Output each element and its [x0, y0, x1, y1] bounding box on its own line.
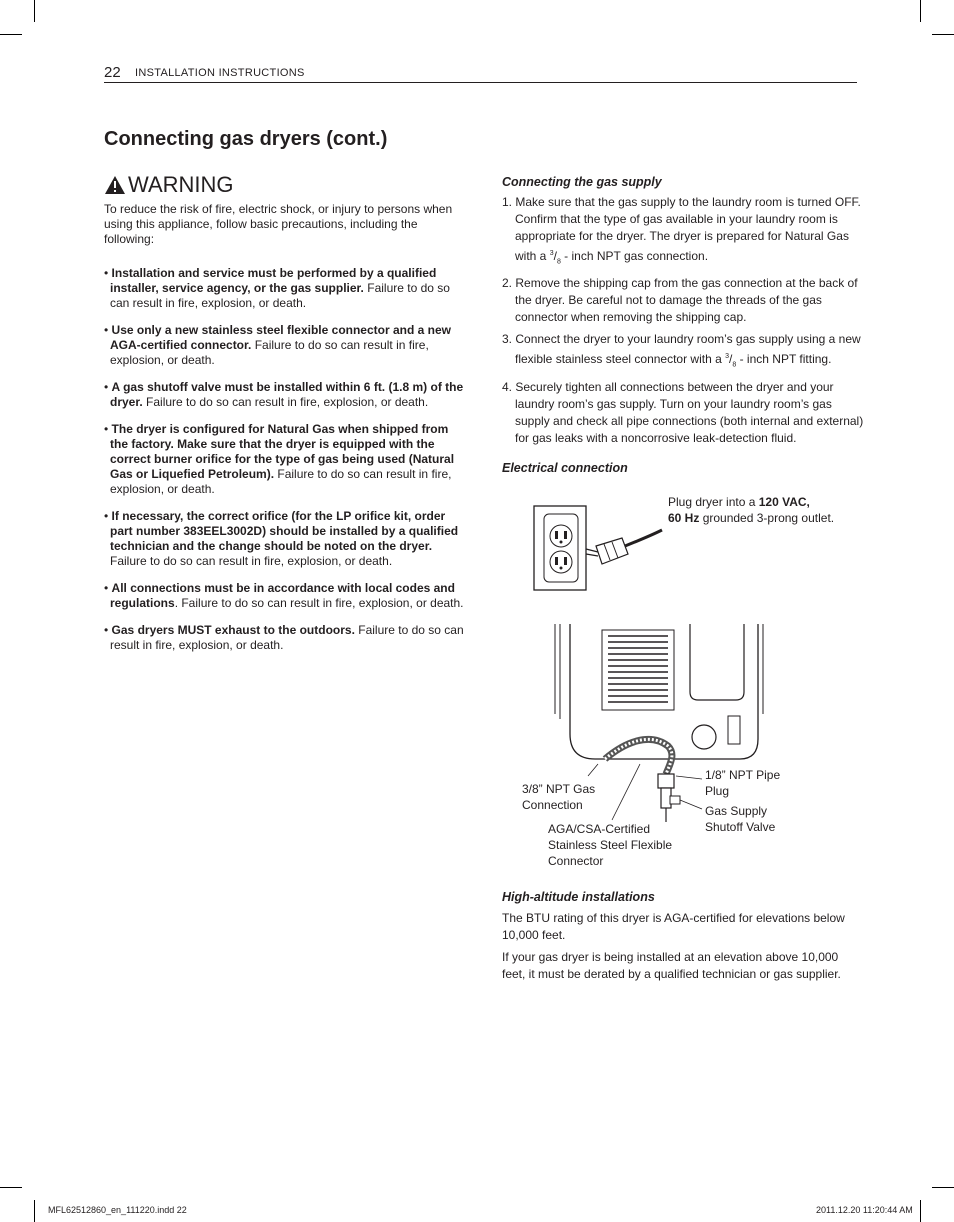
- crop-mark: [0, 1187, 22, 1188]
- crop-mark: [932, 1187, 954, 1188]
- high-altitude-p2: If your gas dryer is being installed at an elevation above 10,000 feet, it must be derated by a qualified technician or gas supplier.: [502, 950, 841, 981]
- warning-bullet: • The dryer is configured for Natural Gas when shipped from the factory. Make sure that the dryer is equipped with the correct burner orifice for the type of gas being used (Natural Gas or Liquefied Petroleum). Failure to do so can result in fire, explosion, or death.: [104, 422, 455, 496]
- label-flexible-connector: AGA/CSA-Certified Stainless Steel Flexible Connector: [548, 822, 673, 868]
- gas-supply-heading: Connecting the gas supply: [502, 175, 662, 189]
- outlet-plug-illustration: [530, 502, 665, 594]
- label-npt-gas-connection: 3/8” NPT Gas Connection: [522, 782, 596, 812]
- warning-bullet: • Installation and service must be performed by a qualified installer, service agency, or the gas supplier. Failure to do so can result in fire, explosion, or death.: [104, 266, 450, 310]
- warning-bullet: • Gas dryers MUST exhaust to the outdoors. Failure to do so can result in fire, explosion, or death.: [104, 623, 464, 652]
- warning-intro: To reduce the risk of fire, electric shock, or injury to persons when using this appliance, follow basic precautions, including the following:: [104, 202, 453, 246]
- gas-supply-section: [502, 175, 867, 452]
- step-item: 4. Securely tighten all connections between the dryer and your laundry room’s gas supply. Turn on your laundry room’s gas supply and check all pipe connections (both internal and external) for gas leaks with a noncorrosive leak-detection fluid.: [502, 379, 864, 445]
- warning-bullet: • Use only a new stainless steel flexible connector and a new AGA-certified connector. Failure to do so can result in fire, explosion, or death.: [104, 323, 451, 367]
- warning-label: WARNING: [128, 172, 234, 197]
- electrical-caption: Plug dryer into a 120 VAC, 60 Hz grounded 3-prong outlet.: [668, 495, 835, 525]
- gas-supply-steps: [502, 194, 867, 447]
- crop-mark: [34, 1200, 35, 1222]
- warning-bullet: • A gas shutoff valve must be installed within 6 ft. (1.8 m) of the dryer. Failure to do so can result in fire, explosion, or death.: [104, 380, 464, 409]
- footer-timestamp: 2011.12.20 11:20:44 AM: [816, 1205, 913, 1215]
- crop-mark: [920, 1200, 921, 1222]
- crop-mark: [0, 34, 22, 35]
- step-item: 3. Connect the dryer to your laundry room’s gas supply using a new flexible stainless steel connector with a $^3/_8$ - inch NPT fitting.: [502, 332, 861, 369]
- page-number: 22: [104, 64, 121, 81]
- label-gas-shutoff-valve: Gas Supply Shutoff Valve: [705, 804, 776, 834]
- crop-mark: [34, 0, 35, 22]
- header-rule: [104, 82, 857, 83]
- label-npt-pipe-plug: 1/8” NPT Pipe Plug: [705, 768, 781, 798]
- high-altitude-heading: High-altitude installations: [502, 890, 655, 904]
- warning-body: [104, 202, 466, 653]
- step-item: 1. Make sure that the gas supply to the laundry room is turned OFF. Confirm that the type of gas available in your laundry room is appropriate for the dryer. The dryer is prepared for Natural Gas with a $^3/_8$ - inch NPT gas connection.: [502, 195, 861, 266]
- footer-filename: MFL62512860_en_111220.indd 22: [48, 1205, 187, 1215]
- high-altitude-p1: The BTU rating of this dryer is AGA-certified for elevations below 10,000 feet.: [502, 911, 845, 942]
- warning-triangle-icon: [104, 175, 126, 195]
- warning-heading: [104, 172, 234, 198]
- electrical-heading: Electrical connection: [502, 461, 628, 475]
- section-label: INSTALLATION INSTRUCTIONS: [135, 67, 305, 79]
- crop-mark: [920, 0, 921, 22]
- warning-bullet: • All connections must be in accordance with local codes and regulations. Failure to do so can result in fire, explosion, or death.: [104, 581, 464, 610]
- crop-mark: [932, 34, 954, 35]
- page-title: Connecting gas dryers (cont.): [104, 128, 388, 150]
- warning-bullet: • If necessary, the correct orifice (for the LP orifice kit, order part number 383EEL3002D) should be installed by a qualified technician and the change should be noted on the dryer. Failure to do so can result in fire, explosion, or death.: [104, 509, 459, 568]
- step-item: 2. Remove the shipping cap from the gas connection at the back of the dryer. Be careful not to damage the threads of the gas connector when removing the shipping cap.: [502, 276, 858, 325]
